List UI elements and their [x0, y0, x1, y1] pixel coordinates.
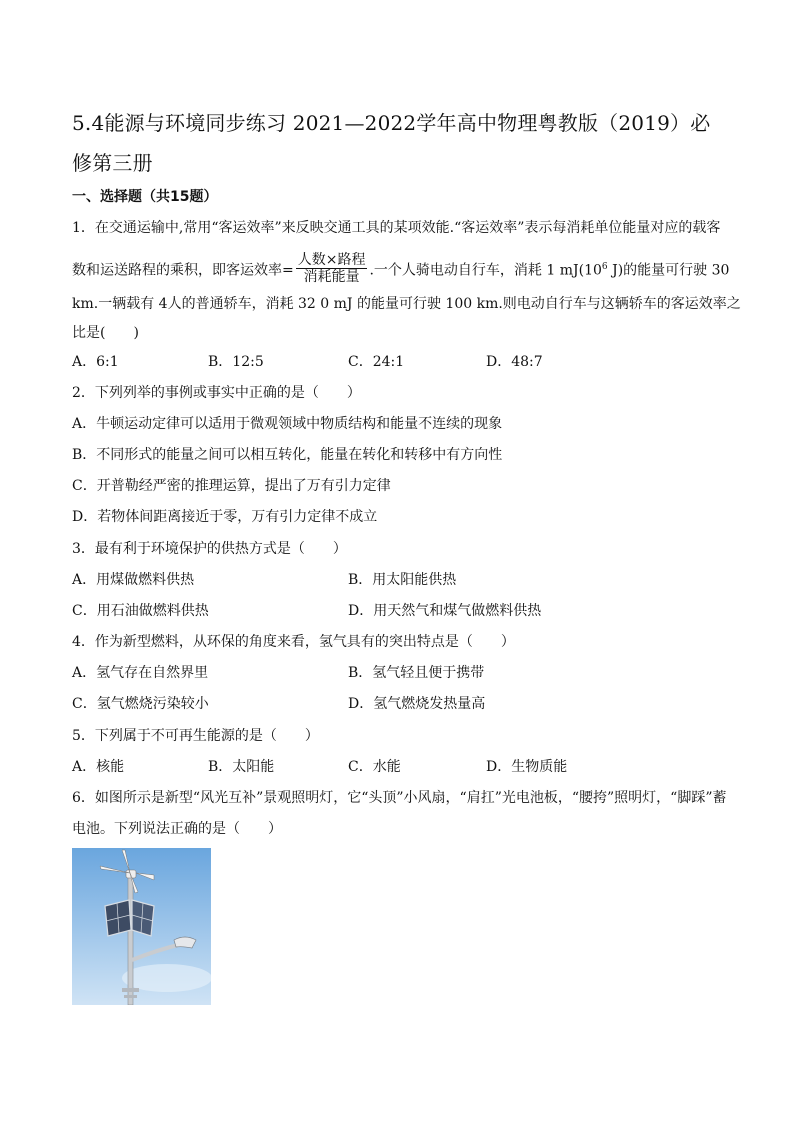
q3-option-d: D．用天然气和煤气做燃料供热 — [348, 603, 542, 619]
q2-stem: 2．下列列举的事例或事实中正确的是（ ） — [72, 385, 361, 401]
lamp-pole — [128, 876, 133, 1005]
title-line-2: 修第三册 — [72, 151, 153, 175]
q4-option-c: C．氢气燃烧污染较小 — [72, 696, 209, 712]
q1-line-2-mid: .一个人骑电动自行车，消耗 1 mJ(10 — [369, 262, 602, 279]
section-heading: 一、选择题（共15题） — [72, 189, 218, 205]
q2-option-d: D．若物体间距离接近于零，万有引力定律不成立 — [72, 509, 378, 525]
q5-option-d: D．生物质能 — [486, 759, 568, 775]
q3-option-b: B．用太阳能供热 — [348, 572, 457, 588]
q2-option-a: A．牛顿运动定律可以适用于微观领域中物质结构和能量不连续的现象 — [72, 416, 503, 432]
q5-option-a: A．核能 — [72, 759, 125, 775]
q6-line-1: 6．如图所示是新型“风光互补”景观照明灯，它“头顶”小风扇，“肩扛”光电池板，“腰挎”照明灯，“脚踩”蓄 — [72, 790, 727, 806]
q1-line-1: 1．在交通运输中,常用“客运效率”来反映交通工具的某项效能.“客运效率”表示每消耗单位能量对应的载客 — [72, 220, 721, 236]
pole-bracket — [122, 988, 139, 992]
q2-option-b: B．不同形式的能量之间可以相互转化，能量在转化和转移中有方向性 — [72, 447, 503, 463]
q3-option-c: C．用石油做燃料供热 — [72, 603, 209, 619]
q1-option-d: D．48:7 — [486, 354, 543, 370]
exponent: 6 — [601, 261, 608, 272]
q1-line-4: 比是( ) — [72, 325, 139, 341]
cloud — [122, 964, 211, 992]
pole-bracket-lower — [124, 995, 137, 998]
q5-option-b: B．太阳能 — [208, 759, 275, 775]
lamp-head-icon — [174, 937, 196, 948]
q4-option-b: B．氢气轻且便于携带 — [348, 665, 485, 681]
fraction-denominator: 消耗能量 — [303, 269, 360, 285]
q1-line-3: km.一辆载有 4人的普通轿车，消耗 32 0 mJ 的能量可行驶 100 km.则电动自行车与这辆轿车的客运效率之 — [72, 296, 741, 312]
q4-option-a: A．氢气存在自然界里 — [72, 665, 209, 681]
wind-solar-lamp-photo — [72, 848, 211, 1005]
q2-option-c: C．开普勒经严密的推理运算，提出了万有引力定律 — [72, 478, 391, 494]
q6-line-2: 电池。下列说法正确的是（ ） — [72, 821, 282, 837]
efficiency-fraction — [296, 252, 368, 285]
q5-option-c: C．水能 — [348, 759, 401, 775]
q4-option-d: D．氢气燃烧发热量高 — [348, 696, 486, 712]
solar-panel-icon — [105, 900, 154, 936]
title-line-1: 5.4能源与环境同步练习 2021—2022学年高中物理粤教版（2019）必 — [72, 111, 711, 135]
q1-option-a: A．6:1 — [72, 354, 119, 370]
q1-line-2 — [72, 254, 729, 287]
q4-stem: 4．作为新型燃料，从环保的角度来看，氢气具有的突出特点是（ ） — [72, 634, 515, 650]
q1-line-2-pre: 数和运送路程的乘积，即客运效率= — [72, 262, 294, 279]
q3-option-a: A．用煤做燃料供热 — [72, 572, 195, 588]
fraction-numerator: 人数×路程 — [297, 252, 366, 268]
document-title — [72, 103, 722, 183]
q1-line-2-post: J)的能量可行驶 30 — [607, 262, 730, 279]
q3-stem: 3．最有利于环境保护的供热方式是（ ） — [72, 541, 347, 557]
q5-stem: 5．下列属于不可再生能源的是（ ） — [72, 728, 319, 744]
q1-option-c: C．24:1 — [348, 354, 405, 370]
q1-option-b: B．12:5 — [208, 354, 264, 370]
